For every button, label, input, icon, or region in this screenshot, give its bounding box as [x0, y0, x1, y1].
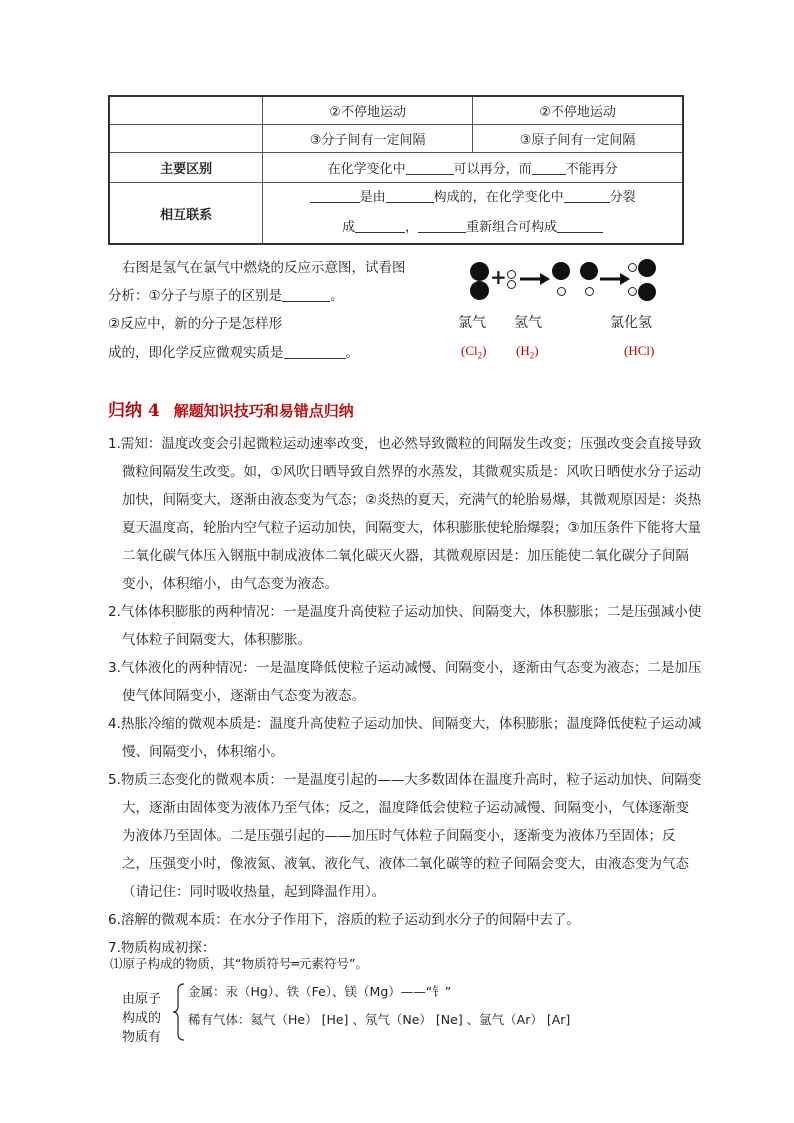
hydrogen-atom: [628, 287, 637, 296]
formula-text: (H: [516, 343, 530, 358]
table-cell: [109, 96, 263, 125]
cell-text: 在化学变化中: [327, 162, 406, 177]
question-text: 成的，即化学反应微观实质是: [108, 345, 284, 361]
cell-text: 成: [342, 220, 356, 235]
chlorine-atom: [638, 283, 656, 301]
cell-text: 重新组合可构成: [466, 220, 558, 235]
label-hydrogen: 氢气: [514, 315, 542, 331]
table-row: [109, 125, 683, 153]
main-difference-cell: [263, 153, 683, 183]
section-heading: [108, 396, 354, 421]
formula-text: ): [482, 343, 487, 358]
formula-subscript: 2: [529, 350, 535, 361]
blank-line: [557, 218, 603, 233]
question-text: 。: [345, 345, 359, 361]
relation-cell: [263, 183, 683, 245]
hydrogen-atom: [507, 280, 516, 289]
list-item: 4.热胀冷缩的微观本质是：温度升高使粒子运动加快、间隔变大，体积膨胀；温度降低使粒子运动减慢、间隔变小，体积缩小。: [108, 716, 702, 760]
hydrogen-atom: [585, 287, 594, 296]
row-label-main-difference: 主要区别: [109, 153, 263, 183]
question-line-2: [108, 282, 344, 310]
question-line-4: [108, 339, 359, 367]
question-text: 。: [330, 288, 344, 304]
table-cell: ③分子间有一定间隔: [263, 125, 473, 153]
brace-label-line: 物质有: [122, 1030, 162, 1045]
heading-title: 解题知识技巧和易错点归纳: [173, 402, 354, 420]
sub-item-atom-substances: ⑴原子构成的物质，其“物质符号═元素符号”。: [110, 956, 368, 971]
hydrogen-atom: [628, 263, 637, 272]
blank-line: [310, 188, 360, 203]
cell-text: 是由: [359, 190, 386, 205]
blank-line: [418, 218, 466, 233]
relation-line-1: [263, 183, 682, 213]
list-item: 1.需知：温度改变会引起微粒运动速率改变，也必然导致微粒的间隔发生改变；压强改变会直接导致微粒间隔发生改变。如，①风吹日晒导致自然界的水蒸发，其微观实质是：风吹日晒使水分子运动加快，间隔变大，逐渐由液态变为气态；②炎热的夏天，充满气的轮胎易爆，其微观原因是：炎热夏天温度高，轮胎内空气粒子运动加快，间隔变大，体积膨胀使轮胎爆裂；③加压条件下能将大量二氧化碳气体压入钢瓶中制成液体二氧化碳灭火器，其微观原因是：加压能使二氧化碳分子间隔变小，体积缩小，由气态变为液态。: [108, 436, 702, 592]
formula-text: ): [534, 343, 539, 358]
list-item: 3.气体液化的两种情况：一是温度降低使粒子运动减慢、间隔变小，逐渐由气态变为液态；二是加压使气体间隔变小，逐渐由气态变为液态。: [108, 660, 702, 704]
question-line-1: 右图是氢气在氯气中燃烧的反应示意图，试看图: [122, 260, 406, 276]
label-chlorine: 氯气: [458, 315, 486, 331]
tips-list: [108, 430, 702, 962]
question-line-3: ②反应中，新的分子是怎样形: [108, 316, 283, 332]
cell-text: 分裂: [609, 190, 636, 205]
blank-line: [355, 218, 405, 233]
chlorine-atom: [470, 281, 489, 300]
noble-gas-line: 稀有气体：氦气（He） [He] 、氖气（Ne） [Ne] 、氩气（Ar） [Ar]: [188, 1012, 571, 1027]
blank-line: [406, 160, 454, 175]
table-row: [109, 96, 683, 125]
table-cell: ②不停地运动: [473, 96, 683, 125]
list-item: 5.物质三态变化的微观本质：一是温度引起的——大多数固体在温度升高时，粒子运动加快、间隔变大，逐渐由固体变为液体乃至气体；反之，温度降低会使粒子运动减慢、间隔变小，气体逐渐变为液体乃至固体。二是压强引起的——加压时气体粒子间隔变小，逐渐变为液体乃至固体；反之，压强变小时，像液氮、液氧、液化气、液体二氧化碳等的粒子间隔会变大，由液态变为气态（请记住：同时吸收热量，起到降温作用）。: [108, 772, 702, 900]
plus-sign: +: [490, 265, 507, 289]
table-row: [109, 183, 683, 245]
brace-icon: [172, 982, 186, 1042]
list-item: 6.溶解的微观本质：在水分子作用下，溶质的粒子运动到水分子的间隔中去了。: [108, 912, 580, 928]
table-cell: ②不停地运动: [263, 96, 473, 125]
chlorine-atom: [638, 259, 656, 277]
cell-text: ，: [405, 220, 419, 235]
metal-line: 金属：汞（Hg）、铁（Fe）、镁（Mg）——“钅”: [188, 984, 452, 999]
brace-label-line: 由原子: [122, 992, 162, 1007]
blank-line: [386, 188, 434, 203]
row-label-relation: 相互联系: [109, 183, 263, 245]
list-item: 7.物质构成初探：: [108, 940, 216, 956]
formula-text: (Cl: [461, 343, 478, 358]
formula-hcl: (HCl): [624, 343, 655, 358]
blank-line: [532, 160, 566, 175]
blank-line: [282, 287, 330, 302]
heading-number: 归纳 4: [108, 401, 160, 421]
cell-text: 构成的，在化学变化中: [433, 190, 564, 205]
label-hydrogen-chloride: 氯化氢: [610, 315, 652, 331]
chlorine-atom: [552, 262, 570, 280]
formula-subscript: 2: [477, 350, 483, 361]
chlorine-atom: [470, 262, 489, 281]
brace-label-line: 构成的: [122, 1011, 162, 1026]
chlorine-atom: [580, 262, 598, 280]
arrow-right-icon: [520, 272, 550, 286]
table-cell: ③原子间有一定间隔: [473, 125, 683, 153]
formula-cl2: [461, 343, 486, 361]
hydrogen-atom: [507, 270, 516, 279]
cell-text: 不能再分: [565, 162, 618, 177]
question-text: 分析：①分子与原子的区别是: [108, 288, 283, 304]
arrow-right-icon: [600, 272, 630, 286]
cell-text: 可以再分，而: [453, 162, 532, 177]
hydrogen-atom: [557, 287, 566, 296]
comparison-table: [108, 95, 684, 245]
list-item: 2.气体体积膨胀的两种情况：一是温度升高使粒子运动加快、间隔变大，体积膨胀；二是压强减小使气体粒子间隔变大，体积膨胀。: [108, 604, 702, 648]
blank-line: [564, 188, 610, 203]
relation-line-2: [263, 213, 682, 243]
table-row: [109, 153, 683, 183]
brace-label: [122, 990, 161, 1047]
table-cell: [109, 125, 263, 153]
formula-h2: [516, 343, 539, 361]
blank-line: [284, 344, 346, 359]
